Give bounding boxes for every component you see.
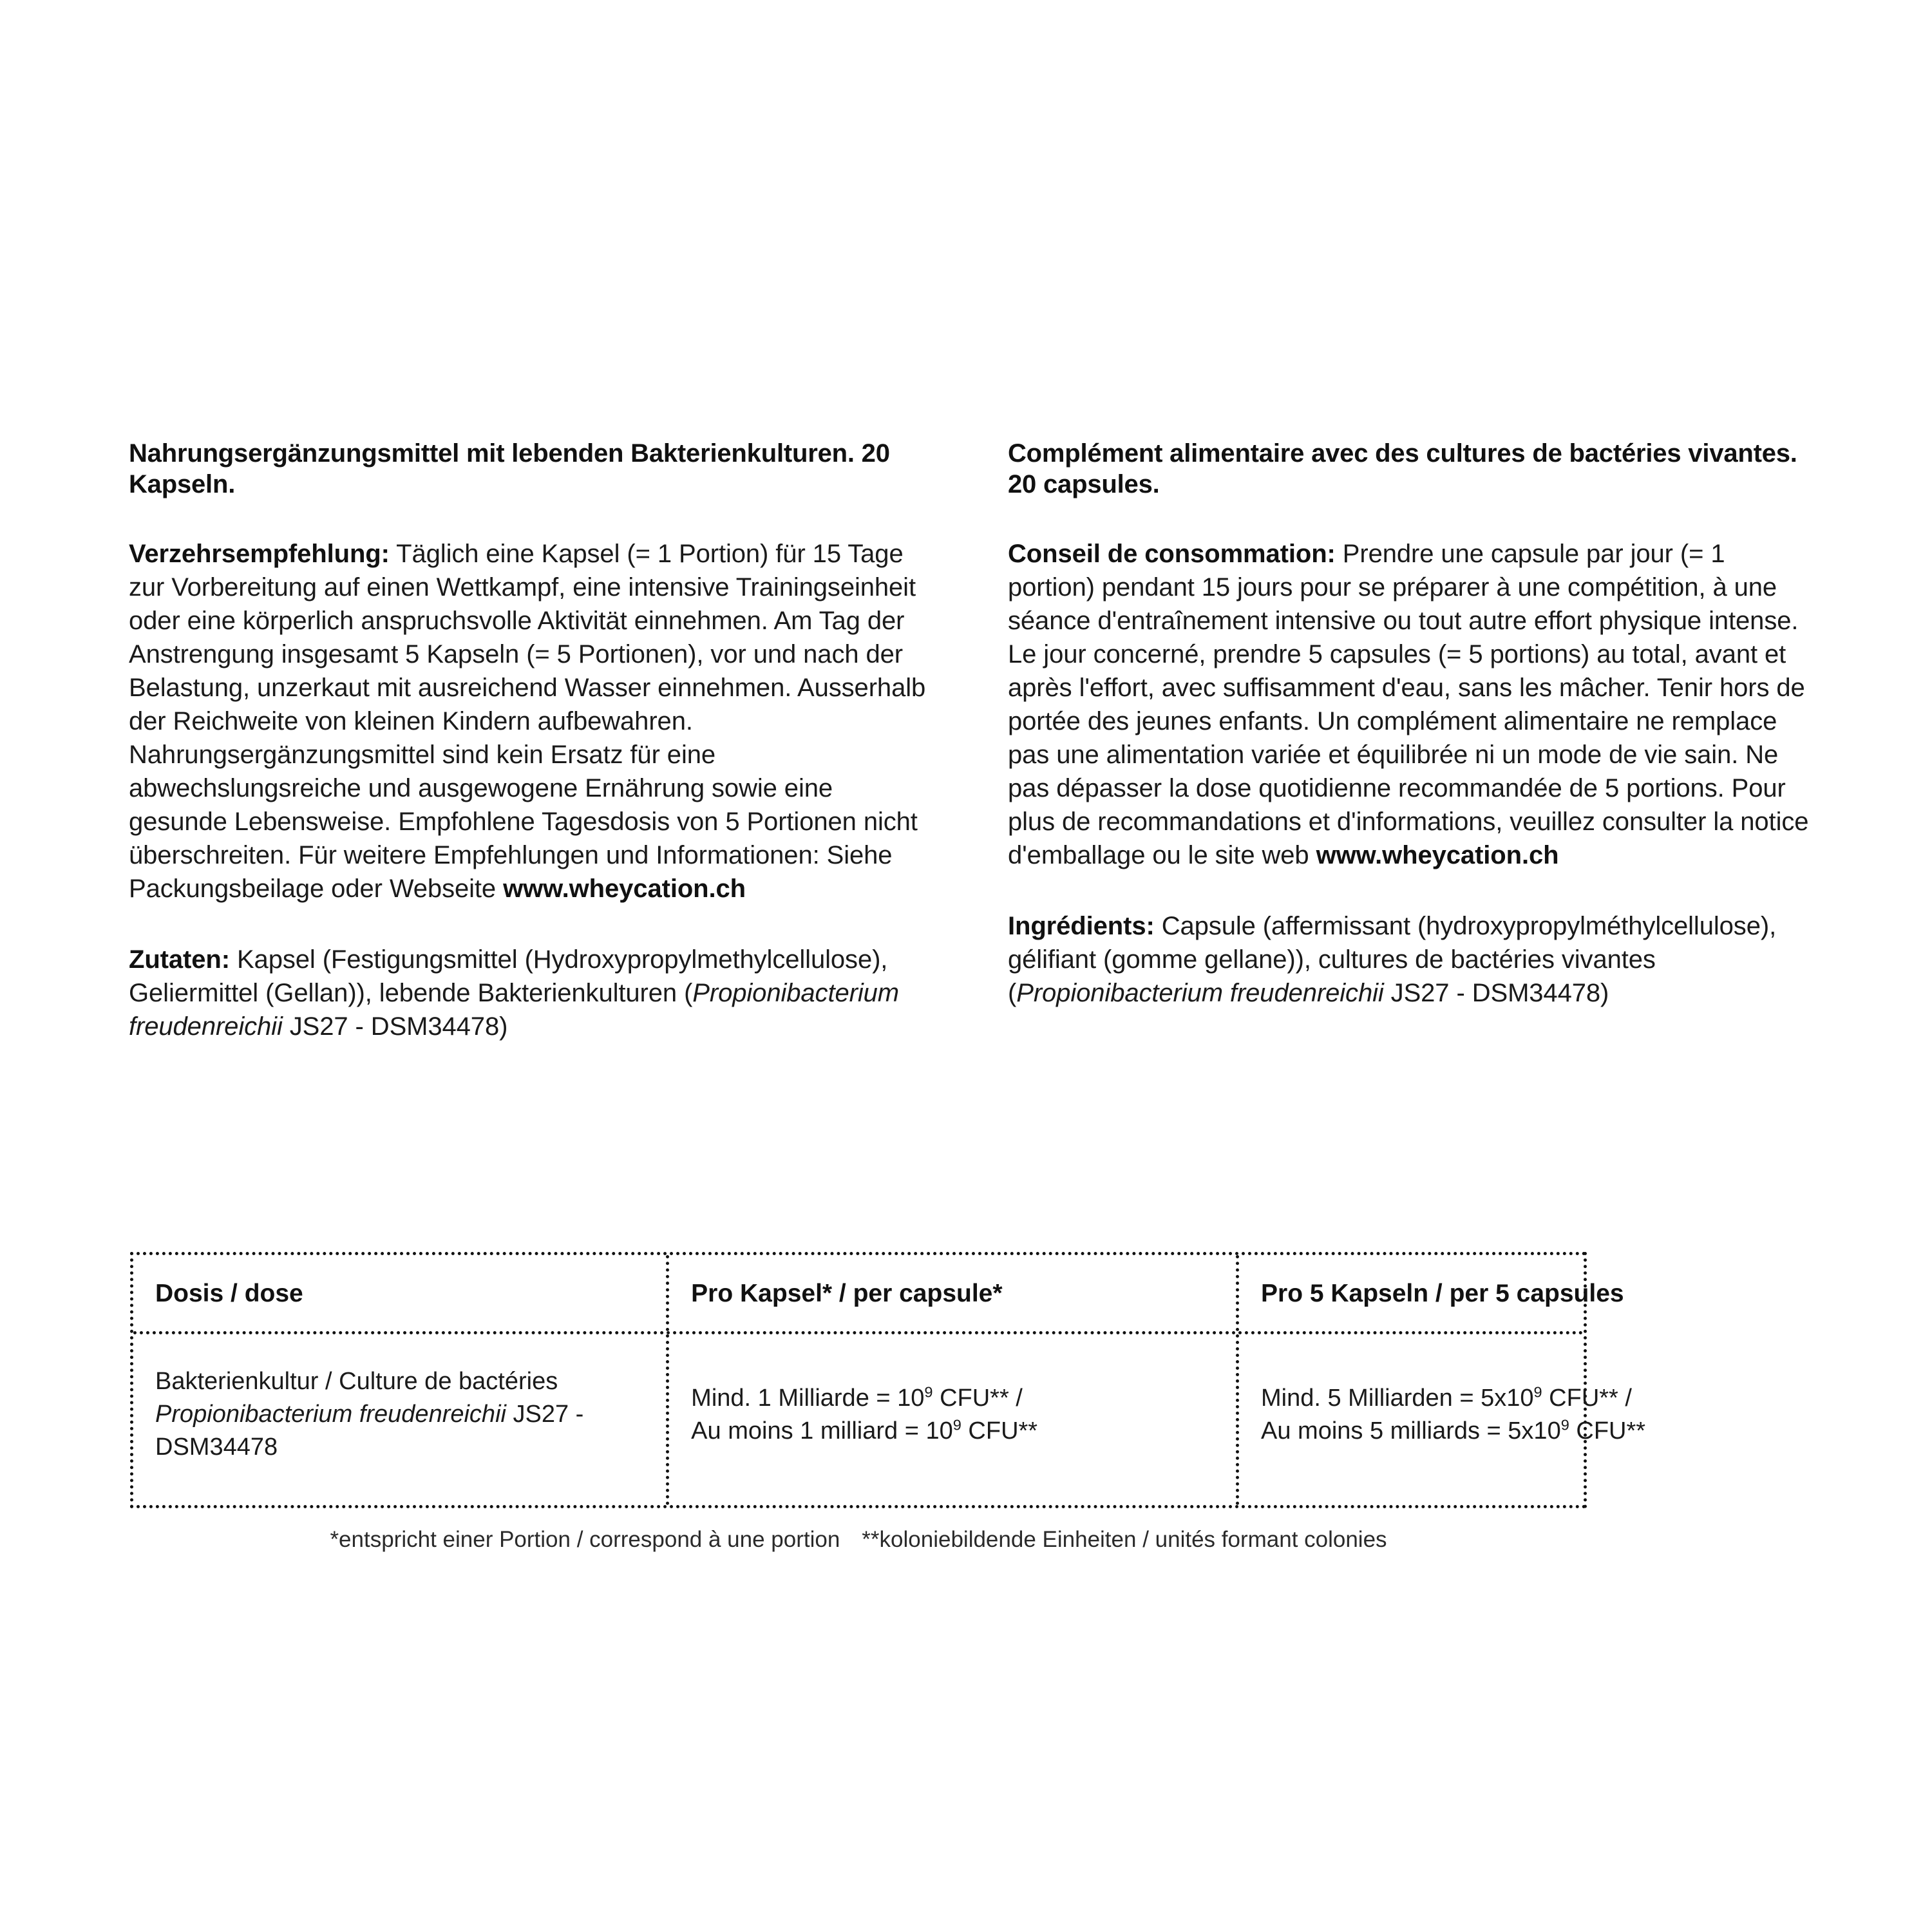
table-header-per-capsule: Pro Kapsel* / per capsule* <box>666 1255 1236 1331</box>
dose-species: Propionibacterium freudenreichii <box>155 1401 506 1428</box>
per-5-capsules-line-de-post: CFU** / <box>1542 1385 1632 1412</box>
product-title-fr: Complément alimentaire avec des cultures de bactéries vivantes. 20 capsules. <box>1008 439 1797 498</box>
website-link-de[interactable]: www.wheycation.ch <box>503 875 746 903</box>
product-title-de: Nahrungsergänzungsmittel mit lebenden Bakterienkulturen. 20 Kapseln. <box>129 439 890 498</box>
footnote-portion: *entspricht einer Portion / correspond à une portion <box>330 1527 840 1552</box>
table-row <box>133 1334 1646 1505</box>
per-5-capsules-line-de-pre: Mind. 5 Milliarden = 5x10 <box>1261 1385 1534 1412</box>
per-capsule-line-fr-pre: Au moins 1 milliard = 10 <box>691 1417 953 1445</box>
ingredients-paragraph-fr <box>1008 909 1816 1010</box>
language-columns <box>129 438 1816 1043</box>
ingredients-lead-de: Zutaten: <box>129 945 230 974</box>
ingredients-text-fr: Capsule (affermissant (hydroxypropylméthylcellulose), gélifiant (gomme gellane)), cultures de bactéries vivantes ( <box>1008 912 1777 1007</box>
ingredients-paragraph-de <box>129 943 937 1043</box>
usage-paragraph-fr <box>1008 537 1816 872</box>
per-5-capsules-line-fr <box>1261 1415 1646 1448</box>
ingredients-strain-de: JS27 - DSM34478) <box>282 1012 508 1041</box>
per-capsule-line-de <box>691 1382 1214 1415</box>
ingredients-species-fr: Propionibacterium freudenreichii <box>1016 979 1384 1007</box>
per-capsule-line-de-exponent: 9 <box>924 1383 933 1401</box>
usage-lead-de: Verzehrsempfehlung: <box>129 540 390 568</box>
per-5-capsules-line-fr-post: CFU** <box>1569 1417 1646 1445</box>
per-capsule-line-fr <box>691 1415 1214 1448</box>
dose-table <box>130 1252 1646 1508</box>
table-cell-dose <box>133 1334 666 1505</box>
per-5-capsules-line-fr-pre: Au moins 5 milliards = 5x10 <box>1261 1417 1561 1445</box>
usage-text-de: Täglich eine Kapsel (= 1 Portion) für 15 Tage zur Vorbereitung auf einen Wettkampf, eine intensive Trainingseinheit oder eine körperlich anspruchsvolle Aktivität einnehmen. Am Tag der Anstrengung insgesamt 5 Kapseln (= 5 Portionen), vor und nach der Belastung, unzerkaut mit ausreichend Wasser einnehmen. Ausserhalb der Reichweite von kleinen Kindern aufbewahren. Nahrungsergänzungsmittel sind kein Ersatz für eine abwechslungsreiche und ausgewogene Ernährung sowie eine gesunde Lebensweise. Empfohlene Tagesdosis von 5 Portionen nicht überschreiten. Für weitere Empfehlungen und Informationen: Siehe Packungsbeilage oder Webseite <box>129 540 926 903</box>
ingredients-text-de: Kapsel (Festigungsmittel (Hydroxypropylmethylcellulose), Geliermittel (Gellan)), lebende Bakterienkulturen ( <box>129 945 888 1007</box>
table-cell-per-5-capsules <box>1236 1334 1646 1505</box>
per-5-capsules-line-fr-exponent: 9 <box>1560 1416 1569 1434</box>
table-header-per-5-capsules: Pro 5 Kapseln / per 5 capsules <box>1236 1255 1584 1331</box>
usage-lead-fr: Conseil de consommation: <box>1008 540 1336 568</box>
per-capsule-line-de-post: CFU** / <box>933 1385 1023 1412</box>
usage-paragraph-de <box>129 537 937 905</box>
table-header-row <box>133 1255 1624 1334</box>
usage-text-fr: Prendre une capsule par jour (= 1 portion) pendant 15 jours pour se préparer à une compétition, à une séance d'entraînement intensive ou tout autre effort physique intense. Le jour concerné, prendre 5 capsules (= 5 portions) au total, avant et après l'effort, avec suffisamment d'eau, sans les mâcher. Tenir hors de portée des jeunes enfants. Un complément alimentaire ne remplace pas une alimentation variée et équilibrée ni un mode de vie sain. Ne pas dépasser la dose quotidienne recommandée de 5 portions. Pour plus de recommandations et d'informations, veuillez consulter la notice d'emballage ou le site web <box>1008 540 1809 869</box>
per-5-capsules-line-de-exponent: 9 <box>1533 1383 1542 1401</box>
language-column-fr <box>1008 438 1816 1043</box>
per-capsule-line-fr-exponent: 9 <box>952 1416 961 1434</box>
per-capsule-line-de-pre: Mind. 1 Milliarde = 10 <box>691 1385 925 1412</box>
footnotes <box>130 1525 1587 1555</box>
table-cell-per-capsule <box>666 1334 1236 1505</box>
per-5-capsules-line-de <box>1261 1382 1632 1415</box>
footnote-cfu: **koloniebildende Einheiten / unités formant colonies <box>862 1527 1387 1552</box>
dose-strain: JS27 - DSM34478 <box>155 1401 584 1461</box>
ingredients-lead-fr: Ingrédients: <box>1008 912 1155 940</box>
dose-prefix: Bakterienkultur / Culture de bactéries <box>155 1368 558 1396</box>
ingredients-species-de: Propionibacterium freudenreichii <box>129 979 899 1041</box>
ingredients-strain-fr: JS27 - DSM34478) <box>1383 979 1609 1007</box>
website-link-fr[interactable]: www.wheycation.ch <box>1316 841 1559 869</box>
per-capsule-line-fr-post: CFU** <box>961 1417 1038 1445</box>
table-header-dose: Dosis / dose <box>155 1280 303 1307</box>
language-column-de <box>129 438 937 1043</box>
